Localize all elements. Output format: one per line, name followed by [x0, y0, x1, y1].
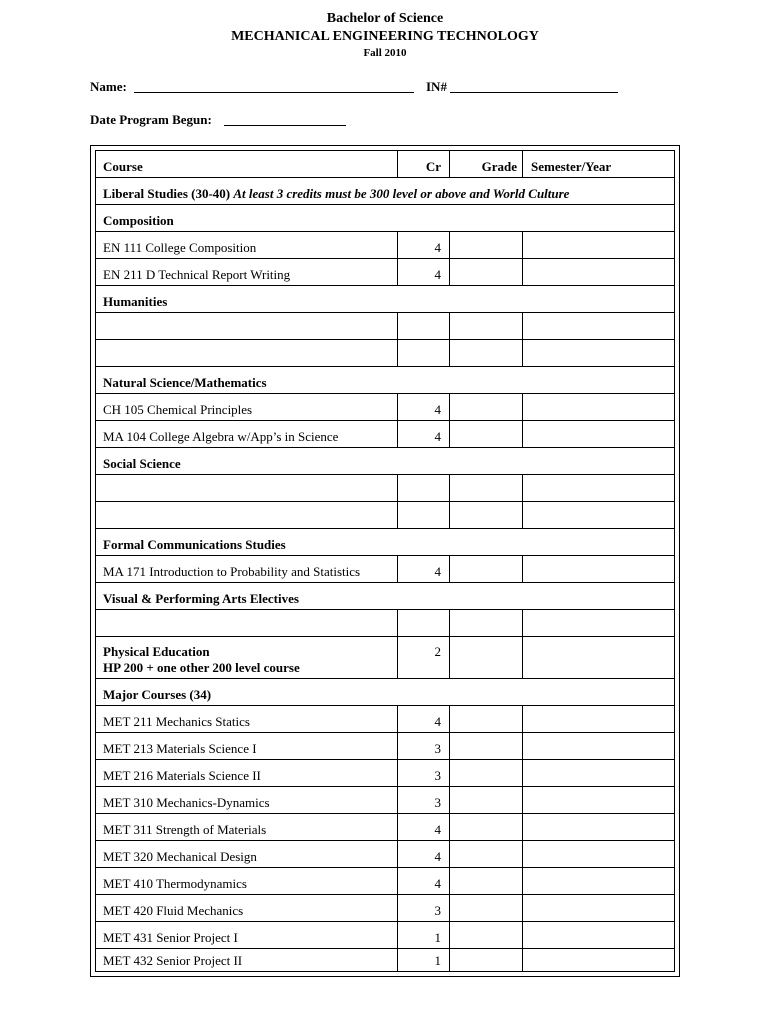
- table-row: [95, 840, 675, 867]
- course-name: MA 104 College Algebra w/App’s in Science: [95, 421, 397, 447]
- term-label: Fall 2010: [363, 47, 407, 59]
- course-name: MET 410 Thermodynamics: [95, 868, 397, 894]
- grade-cell[interactable]: [449, 610, 522, 636]
- grade-cell[interactable]: [449, 814, 522, 840]
- semester-cell[interactable]: [522, 610, 675, 636]
- in-number-field[interactable]: [450, 92, 618, 93]
- grade-cell[interactable]: [449, 475, 522, 501]
- course-table: [90, 145, 680, 977]
- table-row: [95, 921, 675, 948]
- table-row: [95, 948, 675, 972]
- visual-arts-label: Visual & Performing Arts Electives: [95, 583, 675, 609]
- section-major-courses: [95, 678, 675, 705]
- table-header-row: [95, 150, 675, 177]
- grade-cell[interactable]: [449, 556, 522, 582]
- physical-education-row: [95, 636, 675, 678]
- course-credits: 4: [397, 868, 449, 894]
- semester-cell[interactable]: [522, 313, 675, 339]
- semester-cell[interactable]: [522, 502, 675, 528]
- liberal-studies-note: At least 3 credits must be 300 level or above and World Culture: [233, 186, 570, 201]
- name-field[interactable]: [134, 92, 414, 93]
- grade-cell[interactable]: [449, 232, 522, 258]
- course-name[interactable]: [95, 610, 397, 636]
- semester-cell[interactable]: [522, 760, 675, 786]
- course-credits: 1: [397, 922, 449, 948]
- course-credits[interactable]: [397, 340, 449, 366]
- table-row: [95, 786, 675, 813]
- physical-education-title: Physical Education: [103, 644, 210, 659]
- table-row: [95, 555, 675, 582]
- course-credits: 4: [397, 556, 449, 582]
- semester-cell[interactable]: [522, 868, 675, 894]
- grade-cell[interactable]: [449, 340, 522, 366]
- grade-cell[interactable]: [449, 787, 522, 813]
- course-name: MET 320 Mechanical Design: [95, 841, 397, 867]
- program-title: MECHANICAL ENGINEERING TECHNOLOGY: [231, 29, 539, 44]
- grade-cell[interactable]: [449, 868, 522, 894]
- course-credits[interactable]: [397, 313, 449, 339]
- semester-cell[interactable]: [522, 637, 675, 678]
- liberal-studies-title: Liberal Studies (30-40): [103, 186, 231, 201]
- semester-cell[interactable]: [522, 922, 675, 948]
- course-name: MET 310 Mechanics-Dynamics: [95, 787, 397, 813]
- grade-cell[interactable]: [449, 259, 522, 285]
- course-name[interactable]: [95, 313, 397, 339]
- semester-cell[interactable]: [522, 787, 675, 813]
- course-credits[interactable]: [397, 475, 449, 501]
- course-name: MET 432 Senior Project II: [95, 949, 397, 971]
- grade-cell[interactable]: [449, 922, 522, 948]
- table-row: [95, 705, 675, 732]
- grade-cell[interactable]: [449, 760, 522, 786]
- table-row: [95, 231, 675, 258]
- humanities-label: Humanities: [95, 286, 675, 312]
- course-name: MET 311 Strength of Materials: [95, 814, 397, 840]
- semester-cell[interactable]: [522, 556, 675, 582]
- grade-cell[interactable]: [449, 313, 522, 339]
- cr-header: Cr: [397, 151, 449, 177]
- grade-header: Grade: [449, 151, 522, 177]
- grade-cell[interactable]: [449, 421, 522, 447]
- course-name: MET 420 Fluid Mechanics: [95, 895, 397, 921]
- semester-cell[interactable]: [522, 733, 675, 759]
- semester-header: Semester/Year: [522, 151, 675, 177]
- semester-cell[interactable]: [522, 706, 675, 732]
- course-credits: 3: [397, 733, 449, 759]
- section-liberal-studies: [95, 177, 675, 204]
- semester-cell[interactable]: [522, 340, 675, 366]
- social-science-label: Social Science: [95, 448, 675, 474]
- section-natural-science: [95, 366, 675, 393]
- semester-cell[interactable]: [522, 814, 675, 840]
- course-credits: 4: [397, 814, 449, 840]
- grade-cell[interactable]: [449, 394, 522, 420]
- semester-cell[interactable]: [522, 841, 675, 867]
- physical-education-requirement: HP 200 + one other 200 level course: [103, 660, 300, 675]
- course-credits[interactable]: [397, 502, 449, 528]
- course-name[interactable]: [95, 340, 397, 366]
- physical-education-label: [95, 637, 397, 678]
- course-credits: 4: [397, 841, 449, 867]
- semester-cell[interactable]: [522, 394, 675, 420]
- table-row: [95, 759, 675, 786]
- table-row: [95, 312, 675, 339]
- course-credits: 4: [397, 706, 449, 732]
- in-label: IN#: [426, 79, 447, 94]
- grade-cell[interactable]: [449, 841, 522, 867]
- natural-science-label: Natural Science/Mathematics: [95, 367, 675, 393]
- course-name: CH 105 Chemical Principles: [95, 394, 397, 420]
- course-name[interactable]: [95, 502, 397, 528]
- table-row: [95, 501, 675, 528]
- semester-cell[interactable]: [522, 949, 675, 971]
- table-row: [95, 393, 675, 420]
- course-credits: 4: [397, 394, 449, 420]
- course-credits: 4: [397, 259, 449, 285]
- date-begun-label: Date Program Begun:: [90, 112, 212, 127]
- course-name: EN 111 College Composition: [95, 232, 397, 258]
- course-credits: 4: [397, 232, 449, 258]
- liberal-studies-label: [95, 178, 675, 204]
- table-row: [95, 339, 675, 366]
- section-composition: [95, 204, 675, 231]
- major-courses-label: Major Courses (34): [95, 679, 675, 705]
- table-row: [95, 732, 675, 759]
- grade-cell[interactable]: [449, 949, 522, 971]
- semester-cell[interactable]: [522, 259, 675, 285]
- course-name: MET 216 Materials Science II: [95, 760, 397, 786]
- course-name[interactable]: [95, 475, 397, 501]
- table-row: [95, 813, 675, 840]
- section-humanities: [95, 285, 675, 312]
- course-name: MA 171 Introduction to Probability and Statistics: [95, 556, 397, 582]
- course-credits: 1: [397, 949, 449, 971]
- course-credits: 2: [397, 637, 449, 678]
- course-credits: 4: [397, 421, 449, 447]
- course-credits: 3: [397, 895, 449, 921]
- date-begun-field[interactable]: [224, 125, 346, 126]
- section-social-science: [95, 447, 675, 474]
- section-formal-communications: [95, 528, 675, 555]
- course-name: MET 431 Senior Project I: [95, 922, 397, 948]
- name-label: Name:: [90, 79, 127, 94]
- table-row: [95, 609, 675, 636]
- table-row: [95, 420, 675, 447]
- table-row: [95, 474, 675, 501]
- course-name: MET 213 Materials Science I: [95, 733, 397, 759]
- semester-cell[interactable]: [522, 475, 675, 501]
- course-name: EN 211 D Technical Report Writing: [95, 259, 397, 285]
- grade-cell[interactable]: [449, 637, 522, 678]
- semester-cell[interactable]: [522, 421, 675, 447]
- grade-cell[interactable]: [449, 895, 522, 921]
- grade-cell[interactable]: [449, 706, 522, 732]
- course-credits: 3: [397, 787, 449, 813]
- grade-cell[interactable]: [449, 733, 522, 759]
- course-credits[interactable]: [397, 610, 449, 636]
- composition-label: Composition: [95, 205, 675, 231]
- section-visual-arts: [95, 582, 675, 609]
- table-row: [95, 894, 675, 921]
- course-name: MET 211 Mechanics Statics: [95, 706, 397, 732]
- grade-cell[interactable]: [449, 502, 522, 528]
- document-title: Bachelor of Science: [326, 11, 444, 26]
- table-row: [95, 258, 675, 285]
- course-credits: 3: [397, 760, 449, 786]
- semester-cell[interactable]: [522, 895, 675, 921]
- table-row: [95, 867, 675, 894]
- formal-communications-label: Formal Communications Studies: [95, 529, 675, 555]
- course-header: Course: [95, 151, 397, 177]
- semester-cell[interactable]: [522, 232, 675, 258]
